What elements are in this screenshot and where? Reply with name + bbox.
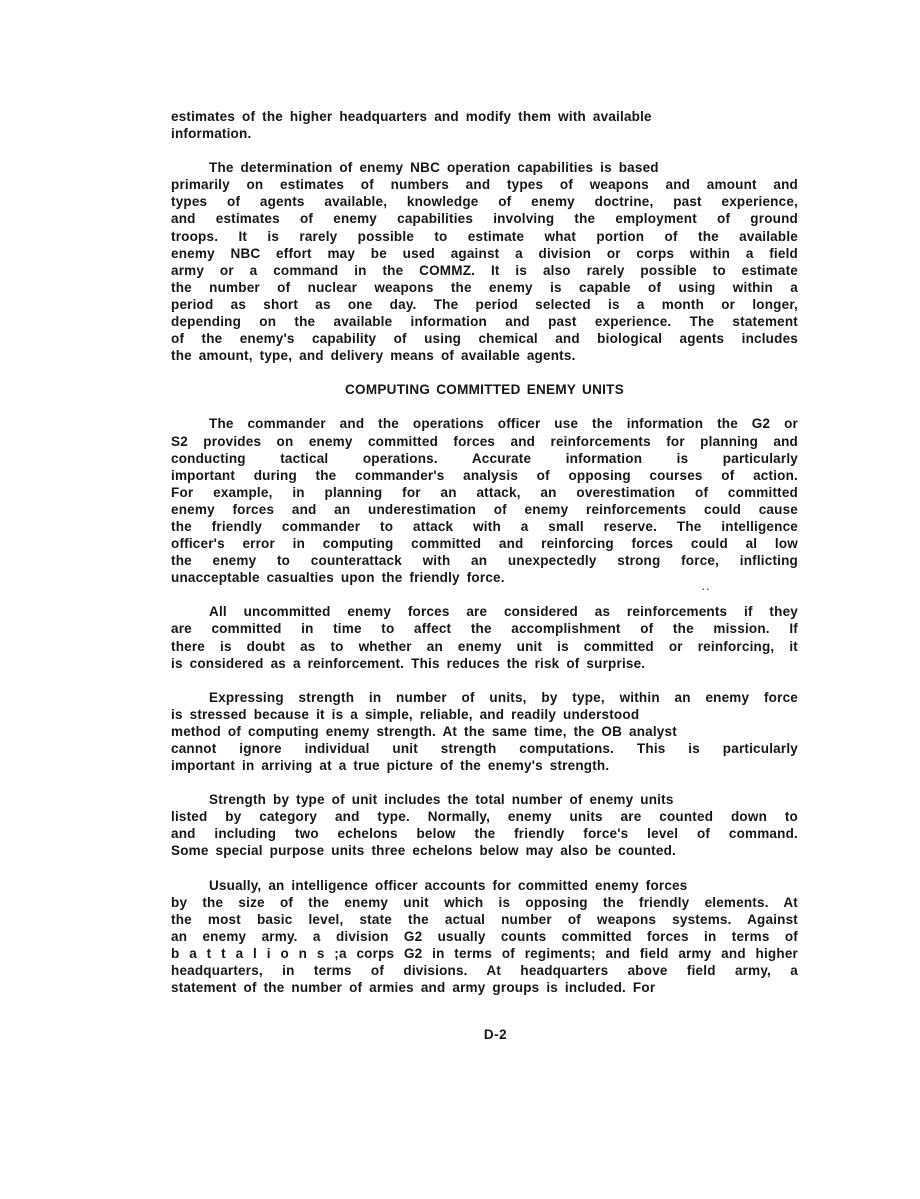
- text-line: troops. It is rarely possible to estimate what portion of the available: [171, 228, 798, 244]
- text-line: period as short as one day. The period selected is a month or longer,: [171, 296, 798, 312]
- text-line: and estimates of enemy capabilities involving the employment of ground: [171, 211, 798, 227]
- paragraph: [171, 415, 798, 586]
- text-line: S2 provides on enemy committed forces and reinforcements for planning and: [171, 433, 798, 449]
- text-line: The determination of enemy NBC operation capabilities is based: [209, 160, 659, 176]
- text-line: important in arriving at a true picture of the enemy's strength.: [171, 758, 610, 774]
- text-line: by the size of the enemy unit which is opposing the friendly elements. At: [171, 894, 798, 910]
- scan-speck-artifact: ..: [702, 582, 712, 592]
- text-line: the number of nuclear weapons the enemy is capable of using within a: [171, 279, 798, 295]
- text-line: information.: [171, 126, 252, 142]
- text-line: Expressing strength in number of units, by type, within an enemy force: [209, 689, 798, 705]
- paragraph: [171, 877, 798, 997]
- text-line: primarily on estimates of numbers and types of weapons and amount and: [171, 177, 798, 193]
- text-line: For example, in planning for an attack, an overestimation of committed: [171, 484, 798, 500]
- paragraph: [171, 603, 798, 671]
- text-line: method of computing enemy strength. At the same time, the OB analyst: [171, 723, 677, 739]
- text-line: cannot ignore individual unit strength computations. This is particularly: [171, 741, 798, 756]
- text-line: listed by category and type. Normally, enemy units are counted down to: [171, 809, 798, 825]
- text-line: Strength by type of unit includes the total number of enemy units: [209, 792, 674, 808]
- paragraph: [171, 108, 798, 142]
- page-number: D-2: [483, 1027, 508, 1042]
- text-line: types of agents available, knowledge of enemy doctrine, past experience,: [171, 194, 798, 210]
- paragraph: [171, 159, 798, 364]
- text-line: the amount, type, and delivery means of available agents.: [171, 348, 576, 364]
- text-line: estimates of the higher headquarters and modify them with available: [171, 109, 652, 124]
- text-line: The commander and the operations officer use the information the G2 or: [209, 416, 798, 432]
- text-line: conducting tactical operations. Accurate information is particularly: [171, 450, 798, 466]
- text-line: there is doubt as to whether an enemy unit is committed or reinforcing, it: [171, 638, 798, 654]
- text-line: an enemy army. a division G2 usually counts committed forces in terms of: [171, 928, 798, 944]
- text-line: Usually, an intelligence officer accounts for committed enemy forces: [209, 877, 688, 893]
- text-line: depending on the available information and past experience. The statement: [171, 314, 798, 330]
- text-line: enemy forces and an underestimation of enemy reinforcements could cause: [171, 501, 798, 517]
- text-line: Some special purpose units three echelons below may also be counted.: [171, 843, 676, 859]
- text-line: is considered as a reinforcement. This reduces the risk of surprise.: [171, 655, 646, 671]
- text-line: statement of the number of armies and army groups is included. For: [171, 980, 656, 996]
- text-line: important during the commander's analysis of opposing courses of action.: [171, 467, 798, 483]
- text-line: are committed in time to affect the accomplishment of the mission. If: [171, 621, 798, 637]
- text-line: All uncommitted enemy forces are considered as reinforcements if they: [209, 604, 798, 620]
- text-line: the most basic level, state the actual number of weapons systems. Against: [171, 911, 798, 927]
- text-line: unacceptable casualties upon the friendly force.: [171, 570, 505, 586]
- text-line: the enemy to counterattack with an unexpectedly strong force, inflicting: [171, 553, 798, 569]
- text-line: b a t t a l i o n s ;a corps G2 in terms of regiments; and field army and higher: [171, 945, 798, 961]
- text-line: enemy NBC effort may be used against a division or corps within a field: [171, 245, 798, 261]
- text-line: headquarters, in terms of divisions. At headquarters above field army, a: [171, 963, 798, 979]
- text-line: and including two echelons below the friendly force's level of command.: [171, 826, 798, 842]
- paragraph: [171, 791, 798, 859]
- text-line: is stressed because it is a simple, reliable, and readily understood: [171, 706, 640, 722]
- section-heading: COMPUTING COMMITTED ENEMY UNITS: [344, 382, 625, 398]
- text-line: officer's error in computing committed and reinforcing forces could al low: [171, 536, 798, 552]
- text-line: of the enemy's capability of using chemical and biological agents includes: [171, 331, 798, 347]
- text-line: the friendly commander to attack with a small reserve. The intelligence: [171, 518, 798, 534]
- text-line: army or a command in the COMMZ. It is also rarely possible to estimate: [171, 262, 798, 278]
- paragraph: [171, 689, 798, 774]
- text-column: [171, 108, 798, 1013]
